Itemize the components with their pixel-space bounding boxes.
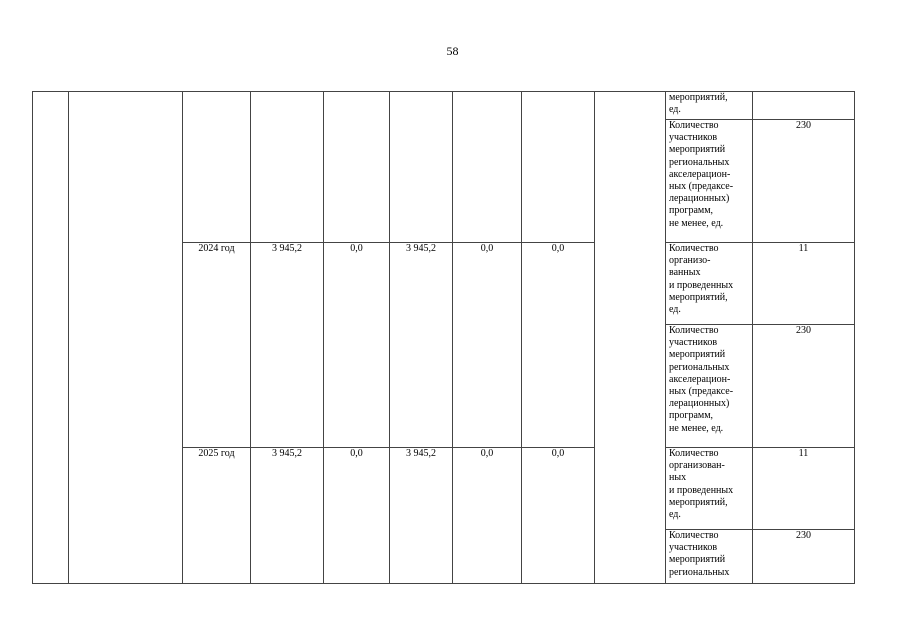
regional-budget-cell [390,92,453,243]
number-cell [33,92,69,584]
indicator-value-cell [753,92,855,120]
federal-budget-cell [324,92,390,243]
year-cell [183,92,251,243]
indicator-name-cell [666,448,753,530]
indicator-text: Количество участников мероприятий региональных акселерацион- ных (предаксе- лерационных) программ, не менее, ед. [669,120,734,229]
indicator-name-cell [666,92,753,120]
indicator-text: Количество участников мероприятий региональных [669,530,730,578]
other-sources-cell [522,92,595,243]
indicator-name-cell [666,325,753,448]
regional-budget-cell: 3 945,2 [390,448,453,584]
indicator-text: Количество участников мероприятий региональных акселерацион- ных (предаксе- лерационных) программ, не менее, ед. [669,325,734,434]
table-row [33,92,855,120]
local-budget-cell: 0,0 [453,243,522,448]
indicator-value-cell: 230 [753,530,855,584]
indicator-text: мероприятий, ед. [669,92,728,116]
indicator-value-cell: 230 [753,120,855,243]
total-cell: 3 945,2 [251,243,324,448]
indicator-value-cell: 11 [753,448,855,530]
indicator-name-cell [666,530,753,584]
program-table [32,91,855,584]
indicator-text: Количество организован- ных и проведенных мероприятий, ед. [669,448,734,521]
year-cell: 2024 год [183,243,251,448]
page-number: 58 [446,44,459,58]
local-budget-cell: 0,0 [453,448,522,584]
indicator-name-cell [666,243,753,325]
local-budget-cell [453,92,522,243]
other-sources-cell: 0,0 [522,448,595,584]
federal-budget-cell: 0,0 [324,243,390,448]
year-cell: 2025 год [183,448,251,584]
other-sources-cell: 0,0 [522,243,595,448]
indicator-text: Количество организо- ванных и проведенных мероприятий, ед. [669,243,734,316]
indicator-name-cell [666,120,753,243]
executor-cell [595,92,666,584]
total-cell [251,92,324,243]
name-cell [69,92,183,584]
total-cell: 3 945,2 [251,448,324,584]
federal-budget-cell: 0,0 [324,448,390,584]
indicator-value-cell: 230 [753,325,855,448]
regional-budget-cell: 3 945,2 [390,243,453,448]
indicator-value-cell: 11 [753,243,855,325]
